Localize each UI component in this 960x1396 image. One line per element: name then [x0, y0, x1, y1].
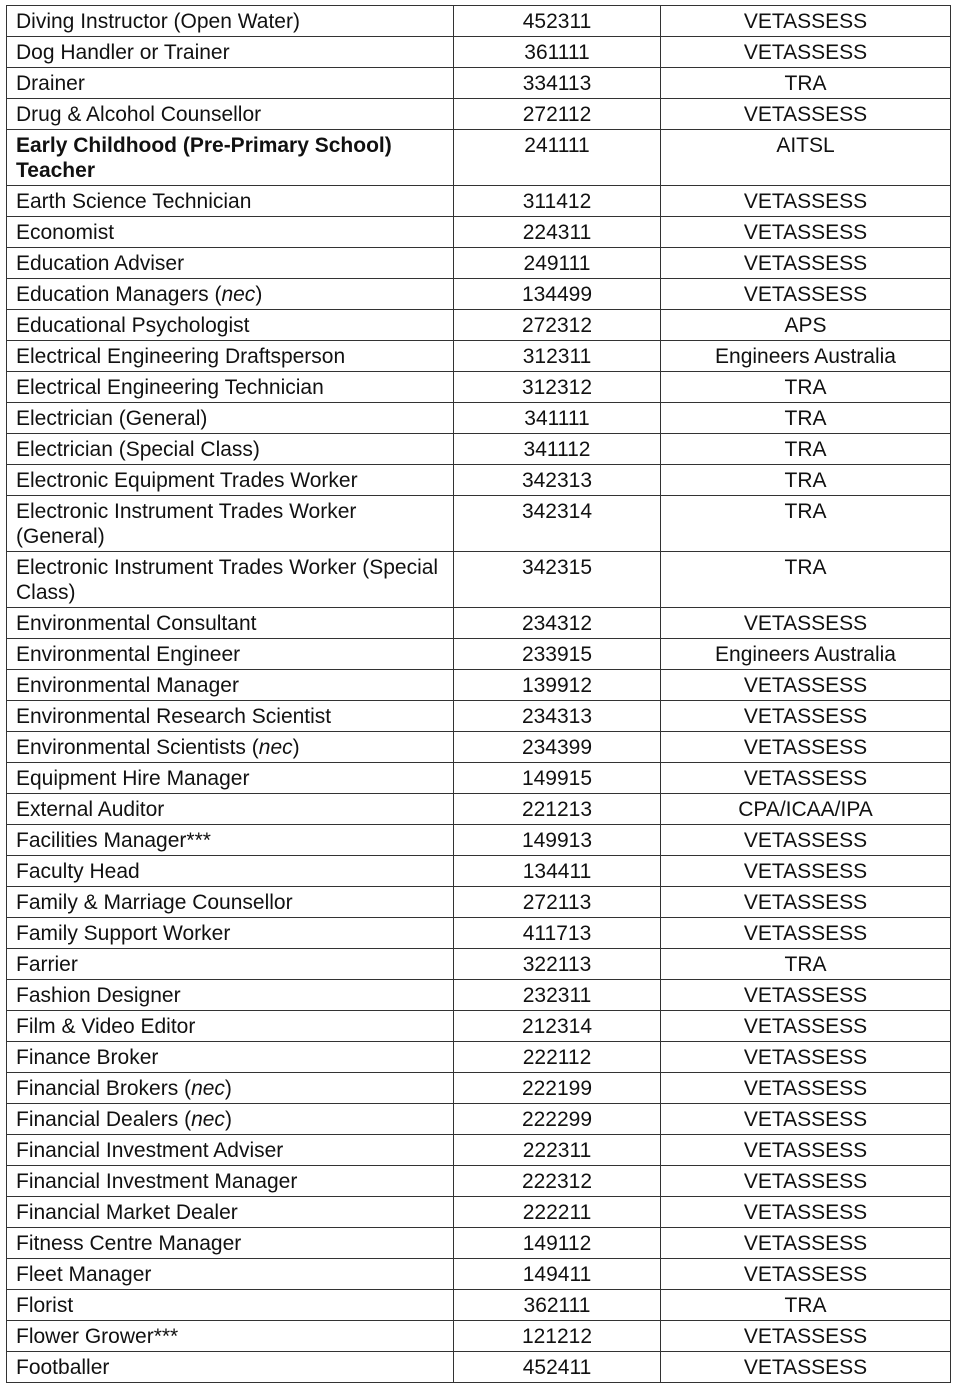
table-row	[7, 825, 951, 856]
anzsco-code-cell: 222311	[454, 1135, 661, 1166]
table-row	[7, 1104, 951, 1135]
assessing-authority-cell: VETASSESS	[661, 701, 951, 732]
anzsco-code-cell: 272113	[454, 887, 661, 918]
anzsco-code-cell: 342315	[454, 552, 661, 608]
occupation-cell: Fitness Centre Manager	[7, 1228, 454, 1259]
table-row	[7, 279, 951, 310]
anzsco-code-cell: 311412	[454, 186, 661, 217]
anzsco-code-cell: 224311	[454, 217, 661, 248]
anzsco-code-cell: 149913	[454, 825, 661, 856]
occupation-cell: Film & Video Editor	[7, 1011, 454, 1042]
assessing-authority-cell: VETASSESS	[661, 1197, 951, 1228]
anzsco-code-cell: 361111	[454, 37, 661, 68]
table-row	[7, 608, 951, 639]
assessing-authority-cell: VETASSESS	[661, 1259, 951, 1290]
assessing-authority-cell: VETASSESS	[661, 1321, 951, 1352]
table-row	[7, 341, 951, 372]
anzsco-code-cell: 272312	[454, 310, 661, 341]
table-row	[7, 217, 951, 248]
occupation-text-end: )	[255, 283, 263, 306]
assessing-authority-cell: VETASSESS	[661, 1166, 951, 1197]
occupation-cell: Finance Broker	[7, 1042, 454, 1073]
occupation-text: Financial Dealers (	[16, 1108, 192, 1131]
table-row	[7, 887, 951, 918]
anzsco-code-cell: 341112	[454, 434, 661, 465]
assessing-authority-cell: APS	[661, 310, 951, 341]
table-row	[7, 1073, 951, 1104]
occupation-cell: Facilities Manager***	[7, 825, 454, 856]
anzsco-code-cell: 233915	[454, 639, 661, 670]
occupation-cell: Electrician (Special Class)	[7, 434, 454, 465]
occupation-table	[6, 5, 951, 1383]
occupation-cell: Equipment Hire Manager	[7, 763, 454, 794]
anzsco-code-cell: 362111	[454, 1290, 661, 1321]
table-row	[7, 130, 951, 186]
occupation-cell: Faculty Head	[7, 856, 454, 887]
table-row	[7, 434, 951, 465]
assessing-authority-cell: VETASSESS	[661, 918, 951, 949]
occupation-cell: Financial Market Dealer	[7, 1197, 454, 1228]
anzsco-code-cell: 222112	[454, 1042, 661, 1073]
anzsco-code-cell: 322113	[454, 949, 661, 980]
assessing-authority-cell: TRA	[661, 68, 951, 99]
assessing-authority-cell: TRA	[661, 496, 951, 552]
table-row	[7, 670, 951, 701]
occupation-text-end: )	[224, 1077, 232, 1100]
anzsco-code-cell: 341111	[454, 403, 661, 434]
occupation-cell: Drug & Alcohol Counsellor	[7, 99, 454, 130]
table-row	[7, 1259, 951, 1290]
anzsco-code-cell: 234399	[454, 732, 661, 763]
occupation-text-end: )	[292, 736, 300, 759]
assessing-authority-cell: VETASSESS	[661, 887, 951, 918]
anzsco-code-cell: 312312	[454, 372, 661, 403]
occupation-cell	[7, 1073, 454, 1104]
assessing-authority-cell: VETASSESS	[661, 217, 951, 248]
anzsco-code-cell: 342314	[454, 496, 661, 552]
anzsco-code-cell: 149411	[454, 1259, 661, 1290]
table-row	[7, 1321, 951, 1352]
assessing-authority-cell: CPA/ICAA/IPA	[661, 794, 951, 825]
assessing-authority-cell: VETASSESS	[661, 279, 951, 310]
occupation-cell: Financial Investment Adviser	[7, 1135, 454, 1166]
anzsco-code-cell: 149915	[454, 763, 661, 794]
anzsco-code-cell: 149112	[454, 1228, 661, 1259]
anzsco-code-cell: 452311	[454, 6, 661, 37]
nec-qualifier: nec	[221, 283, 256, 306]
assessing-authority-cell: VETASSESS	[661, 1011, 951, 1042]
occupation-cell: Fashion Designer	[7, 980, 454, 1011]
assessing-authority-cell: VETASSESS	[661, 1042, 951, 1073]
occupation-cell: Electronic Instrument Trades Worker (Special Class)	[7, 552, 454, 608]
assessing-authority-cell: TRA	[661, 949, 951, 980]
table-row	[7, 1228, 951, 1259]
table-row	[7, 37, 951, 68]
occupation-cell: Early Childhood (Pre-Primary School) Teacher	[7, 130, 454, 186]
assessing-authority-cell: VETASSESS	[661, 1104, 951, 1135]
assessing-authority-cell: TRA	[661, 1290, 951, 1321]
assessing-authority-cell: VETASSESS	[661, 1228, 951, 1259]
anzsco-code-cell: 411713	[454, 918, 661, 949]
assessing-authority-cell: VETASSESS	[661, 248, 951, 279]
occupation-cell: Family Support Worker	[7, 918, 454, 949]
occupation-cell	[7, 279, 454, 310]
table-row	[7, 1166, 951, 1197]
occupation-cell: External Auditor	[7, 794, 454, 825]
anzsco-code-cell: 212314	[454, 1011, 661, 1042]
assessing-authority-cell: VETASSESS	[661, 608, 951, 639]
assessing-authority-cell: TRA	[661, 372, 951, 403]
anzsco-code-cell: 312311	[454, 341, 661, 372]
anzsco-code-cell: 272112	[454, 99, 661, 130]
occupation-cell: Electrical Engineering Draftsperson	[7, 341, 454, 372]
occupation-cell: Flower Grower***	[7, 1321, 454, 1352]
table-row	[7, 639, 951, 670]
occupation-cell: Family & Marriage Counsellor	[7, 887, 454, 918]
occupation-text: Education Managers (	[16, 283, 222, 306]
table-row	[7, 68, 951, 99]
occupation-text-end: )	[224, 1108, 232, 1131]
anzsco-code-cell: 222199	[454, 1073, 661, 1104]
occupation-cell	[7, 1104, 454, 1135]
table-row	[7, 6, 951, 37]
table-row	[7, 99, 951, 130]
table-row	[7, 949, 951, 980]
table-row	[7, 310, 951, 341]
anzsco-code-cell: 234312	[454, 608, 661, 639]
anzsco-code-cell: 334113	[454, 68, 661, 99]
occupation-cell: Educational Psychologist	[7, 310, 454, 341]
assessing-authority-cell: VETASSESS	[661, 1073, 951, 1104]
occupation-cell: Economist	[7, 217, 454, 248]
anzsco-code-cell: 134411	[454, 856, 661, 887]
occupation-cell: Education Adviser	[7, 248, 454, 279]
occupation-cell: Drainer	[7, 68, 454, 99]
assessing-authority-cell: VETASSESS	[661, 37, 951, 68]
table-row	[7, 403, 951, 434]
table-row	[7, 465, 951, 496]
table-row	[7, 496, 951, 552]
anzsco-code-cell: 452411	[454, 1352, 661, 1383]
occupation-cell: Electronic Equipment Trades Worker	[7, 465, 454, 496]
assessing-authority-cell: VETASSESS	[661, 825, 951, 856]
occupation-cell: Farrier	[7, 949, 454, 980]
assessing-authority-cell: Engineers Australia	[661, 341, 951, 372]
anzsco-code-cell: 134499	[454, 279, 661, 310]
anzsco-code-cell: 241111	[454, 130, 661, 186]
occupation-cell: Florist	[7, 1290, 454, 1321]
anzsco-code-cell: 139912	[454, 670, 661, 701]
assessing-authority-cell: VETASSESS	[661, 763, 951, 794]
table-row	[7, 856, 951, 887]
assessing-authority-cell: TRA	[661, 465, 951, 496]
table-row	[7, 248, 951, 279]
assessing-authority-cell: VETASSESS	[661, 856, 951, 887]
anzsco-code-cell: 234313	[454, 701, 661, 732]
assessing-authority-cell: VETASSESS	[661, 980, 951, 1011]
table-row	[7, 794, 951, 825]
occupation-cell: Environmental Manager	[7, 670, 454, 701]
assessing-authority-cell: VETASSESS	[661, 186, 951, 217]
anzsco-code-cell: 232311	[454, 980, 661, 1011]
table-row	[7, 1042, 951, 1073]
assessing-authority-cell: TRA	[661, 403, 951, 434]
assessing-authority-cell: TRA	[661, 552, 951, 608]
assessing-authority-cell: VETASSESS	[661, 732, 951, 763]
assessing-authority-cell: VETASSESS	[661, 670, 951, 701]
assessing-authority-cell: VETASSESS	[661, 6, 951, 37]
table-row	[7, 372, 951, 403]
assessing-authority-cell: TRA	[661, 434, 951, 465]
occupation-cell: Electrician (General)	[7, 403, 454, 434]
occupation-cell: Footballer	[7, 1352, 454, 1383]
anzsco-code-cell: 221213	[454, 794, 661, 825]
occupation-text: Environmental Scientists (	[16, 736, 259, 759]
nec-qualifier: nec	[258, 736, 293, 759]
anzsco-code-cell: 342313	[454, 465, 661, 496]
occupation-cell: Environmental Consultant	[7, 608, 454, 639]
table-row	[7, 1290, 951, 1321]
nec-qualifier: nec	[191, 1108, 225, 1131]
occupation-cell	[7, 732, 454, 763]
table-row	[7, 1011, 951, 1042]
assessing-authority-cell: VETASSESS	[661, 1352, 951, 1383]
table-row	[7, 701, 951, 732]
occupation-cell: Electronic Instrument Trades Worker (General)	[7, 496, 454, 552]
anzsco-code-cell: 121212	[454, 1321, 661, 1352]
table-row	[7, 918, 951, 949]
table-row	[7, 1352, 951, 1383]
occupation-cell: Dog Handler or Trainer	[7, 37, 454, 68]
assessing-authority-cell: VETASSESS	[661, 1135, 951, 1166]
occupation-cell: Environmental Research Scientist	[7, 701, 454, 732]
occupation-cell: Environmental Engineer	[7, 639, 454, 670]
table-row	[7, 980, 951, 1011]
occupation-cell: Earth Science Technician	[7, 186, 454, 217]
table-row	[7, 552, 951, 608]
anzsco-code-cell: 249111	[454, 248, 661, 279]
occupation-cell: Diving Instructor (Open Water)	[7, 6, 454, 37]
assessing-authority-cell: Engineers Australia	[661, 639, 951, 670]
assessing-authority-cell: VETASSESS	[661, 99, 951, 130]
anzsco-code-cell: 222312	[454, 1166, 661, 1197]
anzsco-code-cell: 222211	[454, 1197, 661, 1228]
occupation-text: Financial Brokers (	[16, 1077, 192, 1100]
table-row	[7, 732, 951, 763]
nec-qualifier: nec	[191, 1077, 225, 1100]
anzsco-code-cell: 222299	[454, 1104, 661, 1135]
assessing-authority-cell: AITSL	[661, 130, 951, 186]
table-row	[7, 1135, 951, 1166]
table-row	[7, 1197, 951, 1228]
occupation-cell: Fleet Manager	[7, 1259, 454, 1290]
table-row	[7, 763, 951, 794]
table-row	[7, 186, 951, 217]
occupation-cell: Financial Investment Manager	[7, 1166, 454, 1197]
occupation-cell: Electrical Engineering Technician	[7, 372, 454, 403]
